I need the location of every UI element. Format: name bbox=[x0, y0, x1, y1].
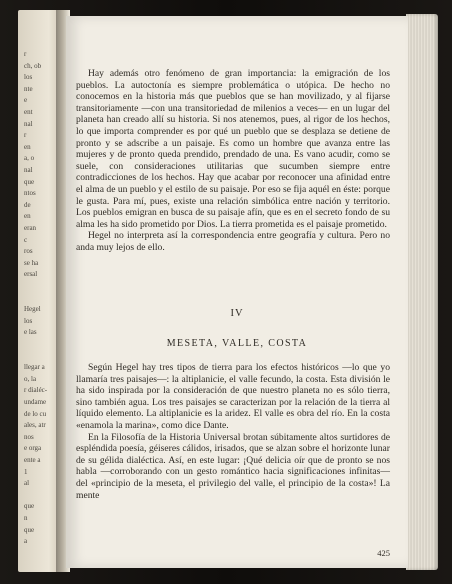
left-page-fragment: de bbox=[24, 200, 31, 209]
left-page-fragment: al bbox=[24, 479, 30, 488]
left-page-fragment: llegar a bbox=[24, 363, 45, 372]
left-page-fragment: que bbox=[24, 177, 35, 186]
left-page-fragment: r bbox=[24, 131, 27, 140]
left-page-fragment: en bbox=[24, 142, 31, 151]
left-page-fragment: ch, ob bbox=[24, 61, 42, 70]
left-page-fragment: o, la bbox=[24, 374, 37, 383]
left-page-fragment: nos bbox=[24, 432, 34, 441]
chapter-number: IV bbox=[230, 308, 244, 319]
left-page-fragment: nte bbox=[24, 84, 33, 93]
left-page-fragment: ente a bbox=[24, 456, 41, 464]
left-page-fragment: en bbox=[24, 212, 31, 221]
left-page-fragment: ersal bbox=[24, 270, 38, 279]
left-page-fragment: ntos bbox=[24, 189, 36, 198]
left-page-fragment: nal bbox=[24, 166, 33, 174]
left-page-fragment: a bbox=[24, 537, 28, 546]
left-page-fragment: r bbox=[24, 50, 27, 58]
left-page-fragment: e bbox=[24, 96, 28, 105]
left-page-fragment: los bbox=[24, 316, 33, 325]
left-page-fragment: a, o bbox=[24, 154, 35, 163]
left-page-fragment: undame bbox=[24, 398, 47, 406]
left-page-fragment: ros bbox=[24, 247, 33, 256]
left-page-fragment: c bbox=[24, 235, 28, 244]
page-edges bbox=[406, 14, 438, 570]
left-page-fragment: e orga bbox=[24, 444, 42, 453]
left-page-fragment: que bbox=[24, 502, 35, 511]
left-page-fragment: Hegel bbox=[24, 305, 41, 314]
left-page-fragment: nal bbox=[24, 119, 33, 128]
left-page-fragment: eran bbox=[24, 224, 37, 232]
left-page-fragment: 1 bbox=[24, 467, 28, 476]
paragraph-three-landscapes: Según Hegel hay tres tipos de tierra para los efectos históricos —lo que yo llamaría tres paisajes—: la altiplanicie, el valle fecundo, la costa. Esta división le ha sido inspirada por la consideración de que nuestro planeta no es sólo tierra, sino también agua. Los tres paisajes se caracterizan por la relación de la tierra al líquido elemento. La altiplanicie es la aridez. El valle es obra del río. En la costa «enamola la marina», como dice Dante. bbox=[76, 362, 390, 431]
paragraph-emigration: Hay además otro fenómeno de gran importancia: la emigración de los pueblos. La autoctonía es siempre problemática o utópica. De hecho no conocemos en la historia más que pueblos que se han movilizado, y al fijarse transitoriamente —con una transitoriedad de milenios a veces— en un lugar del planeta han creado allí su historia. Si nos atenemos, pues, al rigor de los hechos, lo que importa comprender es por qué un pueblo que se desplaza se detiene de pronto y se adscribe a un paisaje. Es como un hombre que avanza entre las mujeres y de pronto queda prendido, prendado de una. Es vano acudir, como se suele, con consideraciones utilitarias que sucumben siempre entre contradicciones de los hechos. Hay que acabar por reconocer una afinidad entre el alma de un pueblo y el estilo de su paisaje. Por eso se fija aquél en éste: porque le gusta. Para mí, pues, existe una relación simbólica entre nación y territorio. Los pueblos emigran en busca de su paisaje afín, que es en el secreto fondo de su alma les ha sido prometido por Dios. La tierra prometida es el paisaje prometido. bbox=[76, 68, 390, 230]
right-page bbox=[66, 16, 408, 568]
text-block-top bbox=[76, 68, 390, 254]
paragraph-philosophy-history: En la Filosofía de la Historia Universal brotan súbitamente altos surtidores de espléndida poesía, géiseres cálidos, irisados, que se alzan sobre el horizonte lunar de su gélida dialéctica. Así, en este lugar: ¡Qué delicia oír que de pronto se nos habla —corroborando con un gesto romántico hacia significaciones infinitas— del «principio de la meseta, el privilegio del valle, el principio de la costa»! La mente bbox=[76, 431, 390, 501]
left-page-fragment: r dialéc- bbox=[24, 386, 48, 395]
left-page-fragment: de lo cu bbox=[24, 409, 47, 418]
paragraph-hegel-interpretation: Hegel no interpreta así la correspondencia entre geografía y cultura. Pero no anda muy lejos de ello. bbox=[76, 230, 390, 253]
chapter-title: MESETA, VALLE, COSTA bbox=[166, 338, 308, 349]
text-block-bottom bbox=[76, 362, 390, 501]
left-page-fragment: ales, atr bbox=[24, 421, 46, 430]
left-page-fragment: se ha bbox=[24, 258, 39, 267]
left-page-fragment: e las bbox=[24, 328, 37, 337]
left-page-fragment: que bbox=[24, 525, 35, 534]
left-page-fragment: n bbox=[24, 514, 28, 522]
left-page-fragment: los bbox=[24, 73, 33, 82]
page-number: 425 bbox=[377, 548, 390, 558]
left-page-fragment: ent bbox=[24, 108, 33, 116]
